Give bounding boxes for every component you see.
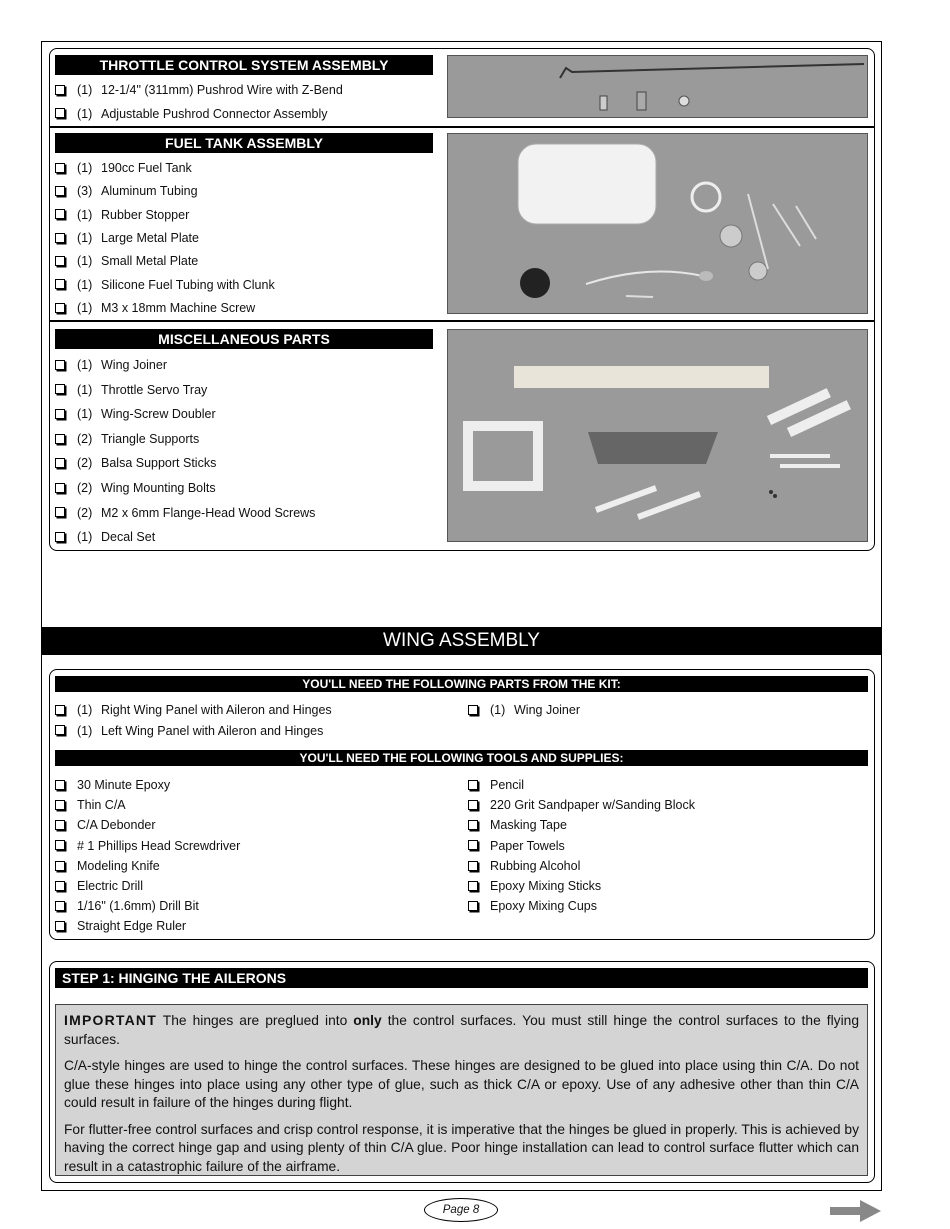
- checkbox[interactable]: [55, 861, 65, 871]
- item-label: Adjustable Pushrod Connector Assembly: [101, 106, 328, 121]
- item-label: # 1 Phillips Head Screwdriver: [77, 838, 241, 853]
- item-label: 12-1/4" (311mm) Pushrod Wire with Z-Bend: [101, 83, 343, 97]
- item-label: Silicone Fuel Tubing with Clunk: [101, 277, 275, 292]
- item-label: Electric Drill: [77, 879, 143, 893]
- parts-list-item: [55, 208, 189, 222]
- throttle-section-title: THROTTLE CONTROL SYSTEM ASSEMBLY: [55, 55, 433, 75]
- item-quantity: (1): [77, 382, 93, 397]
- checkbox[interactable]: [55, 532, 65, 542]
- item-quantity: (1): [490, 703, 506, 717]
- tool-item: [468, 879, 601, 893]
- parts-list-item: [55, 530, 155, 544]
- checkbox[interactable]: [468, 840, 478, 850]
- tool-item: [55, 859, 160, 873]
- item-quantity: (1): [77, 254, 93, 269]
- item-label: Masking Tape: [490, 818, 567, 833]
- misc-parts-photo: [447, 329, 868, 542]
- checkbox[interactable]: [55, 840, 65, 850]
- fuel-tank-parts-photo: [447, 133, 868, 314]
- item-quantity: (1): [77, 407, 93, 422]
- item-label: M3 x 18mm Machine Screw: [101, 300, 256, 315]
- tool-item: [468, 818, 567, 832]
- item-label: Small Metal Plate: [101, 254, 199, 269]
- checkbox[interactable]: [55, 725, 65, 735]
- important-label: IMPORTANT: [64, 1012, 157, 1028]
- item-quantity: (1): [77, 230, 93, 245]
- item-label: Epoxy Mixing Sticks: [490, 879, 602, 893]
- important-paragraph: [64, 1011, 859, 1049]
- item-label: 1/16" (1.6mm) Drill Bit: [77, 899, 199, 914]
- item-label: Wing Joiner: [101, 358, 167, 372]
- item-label: Throttle Servo Tray: [101, 382, 208, 397]
- checkbox[interactable]: [468, 800, 478, 810]
- item-label: Straight Edge Ruler: [77, 919, 187, 934]
- fuel-tank-illustration: [448, 134, 868, 314]
- pushrod-illustration: [448, 56, 868, 118]
- checkbox[interactable]: [55, 507, 65, 517]
- checkbox[interactable]: [55, 186, 65, 196]
- parts-list-item: [55, 161, 192, 175]
- item-quantity: (1): [77, 723, 93, 738]
- item-quantity: (1): [77, 83, 93, 97]
- item-label: Balsa Support Sticks: [101, 456, 217, 471]
- checkbox[interactable]: [468, 820, 478, 830]
- item-quantity: (1): [77, 277, 93, 292]
- important-text-bold: only: [353, 1013, 382, 1028]
- checkbox[interactable]: [55, 360, 65, 370]
- checkbox[interactable]: [55, 233, 65, 243]
- checkbox[interactable]: [468, 881, 478, 891]
- kit-part-item: [55, 724, 323, 738]
- checkbox[interactable]: [55, 434, 65, 444]
- checkbox[interactable]: [55, 705, 65, 715]
- parts-list-item: [55, 83, 343, 97]
- tool-item: [468, 778, 524, 792]
- checkbox[interactable]: [468, 901, 478, 911]
- item-quantity: (1): [77, 358, 93, 372]
- item-quantity: (2): [77, 456, 93, 471]
- parts-list-item: [55, 358, 167, 372]
- checkbox[interactable]: [55, 820, 65, 830]
- item-label: Rubbing Alcohol: [490, 858, 581, 873]
- item-label: Wing-Screw Doubler: [101, 407, 216, 422]
- checkbox[interactable]: [55, 881, 65, 891]
- tool-item: [55, 919, 186, 933]
- item-quantity: (2): [77, 505, 93, 520]
- misc-section-title: MISCELLANEOUS PARTS: [55, 329, 433, 349]
- parts-list-item: [55, 301, 255, 315]
- item-label: Modeling Knife: [77, 858, 160, 873]
- item-label: Paper Towels: [490, 838, 565, 853]
- item-label: Epoxy Mixing Cups: [490, 899, 597, 914]
- item-quantity: (1): [77, 300, 93, 315]
- checkbox[interactable]: [55, 384, 65, 394]
- item-label: Decal Set: [101, 530, 156, 545]
- page-number: Page 8: [424, 1198, 498, 1222]
- checkbox[interactable]: [55, 780, 65, 790]
- tool-item: [55, 818, 156, 832]
- item-label: Left Wing Panel with Aileron and Hinges: [101, 723, 324, 738]
- checkbox[interactable]: [55, 163, 65, 173]
- checkbox[interactable]: [55, 921, 65, 931]
- item-quantity: (1): [77, 530, 93, 545]
- tool-item: [468, 899, 597, 913]
- item-quantity: (2): [77, 481, 93, 495]
- item-label: 30 Minute Epoxy: [77, 778, 171, 792]
- misc-parts-illustration: [448, 330, 868, 542]
- parts-list-item: [55, 231, 199, 245]
- item-quantity: (2): [77, 431, 93, 446]
- tool-item: [468, 859, 580, 873]
- checkbox[interactable]: [55, 303, 65, 313]
- item-label: Thin C/A: [77, 798, 126, 813]
- checkbox[interactable]: [468, 705, 478, 715]
- fuel-tank-section-title: FUEL TANK ASSEMBLY: [55, 133, 433, 153]
- tool-item: [55, 839, 240, 853]
- item-label: Large Metal Plate: [101, 230, 199, 245]
- important-text-a: The hinges are preglued into: [156, 1013, 354, 1028]
- parts-list-item: [55, 254, 198, 268]
- checkbox[interactable]: [55, 483, 65, 493]
- parts-list-item: [55, 506, 315, 520]
- kit-parts-header: YOU'LL NEED THE FOLLOWING PARTS FROM THE KIT:: [55, 676, 868, 692]
- item-label: Wing Joiner: [514, 703, 580, 717]
- section-divider: [50, 320, 874, 322]
- item-label: 220 Grit Sandpaper w/Sanding Block: [490, 798, 695, 813]
- tool-item: [468, 798, 695, 812]
- item-label: 190cc Fuel Tank: [101, 161, 192, 175]
- checkbox[interactable]: [468, 861, 478, 871]
- parts-list-item: [55, 383, 207, 397]
- section-divider: [50, 126, 874, 128]
- step1-note: [55, 1004, 868, 1176]
- parts-list-item: [55, 184, 198, 198]
- parts-list-item: [55, 107, 328, 121]
- kit-part-item: [468, 703, 580, 717]
- item-label: Right Wing Panel with Aileron and Hinges: [101, 703, 332, 717]
- parts-list-item: [55, 456, 216, 470]
- tool-item: [55, 798, 126, 812]
- parts-list-item: [55, 481, 216, 495]
- tool-item: [55, 778, 170, 792]
- tool-item: [55, 879, 143, 893]
- item-label: M2 x 6mm Flange-Head Wood Screws: [101, 505, 316, 520]
- item-quantity: (3): [77, 184, 93, 199]
- tool-item: [468, 839, 565, 853]
- checkbox[interactable]: [55, 458, 65, 468]
- parts-list-item: [55, 278, 275, 292]
- checkbox[interactable]: [55, 279, 65, 289]
- tool-item: [55, 899, 199, 913]
- item-label: Aluminum Tubing: [101, 184, 198, 199]
- flutter-paragraph: For flutter-free control surfaces and crisp control response, it is imperative that the hinges be glued in properly. This is achieved by having the correct hinge gap and using plenty of thin C/A glue. Poor hinge installation can lead to control surface flutter which can result in a catastrophic failure of the airframe.: [64, 1121, 859, 1174]
- step1-title: STEP 1: HINGING THE AILERONS: [55, 968, 868, 988]
- item-quantity: (1): [77, 703, 93, 717]
- next-page-arrow-icon[interactable]: [830, 1199, 882, 1223]
- throttle-parts-photo: [447, 55, 868, 118]
- checkbox[interactable]: [55, 409, 65, 419]
- parts-list-item: [55, 407, 216, 421]
- item-quantity: (1): [77, 161, 93, 175]
- important-text-b: the control surfaces. You must still hinge the control surfaces to the flying surfaces.: [64, 1013, 859, 1047]
- item-quantity: (1): [77, 106, 93, 121]
- parts-list-item: [55, 432, 199, 446]
- item-label: Pencil: [490, 778, 525, 792]
- checkbox[interactable]: [55, 209, 65, 219]
- checkbox[interactable]: [468, 780, 478, 790]
- item-label: Rubber Stopper: [101, 207, 190, 222]
- checkbox[interactable]: [55, 800, 65, 810]
- item-quantity: (1): [77, 207, 93, 222]
- checkbox[interactable]: [55, 85, 65, 95]
- hinge-type-paragraph: C/A-style hinges are used to hinge the control surfaces. These hinges are designed to be glued into place using thin C/A. Do not glue these hinges into place using any other type of glue, such as thick C/A or epoxy. Use of any adhesive other than thin C/A could result in failure of the hinges during flight.: [64, 1058, 859, 1110]
- checkbox[interactable]: [55, 108, 65, 118]
- tools-header: YOU'LL NEED THE FOLLOWING TOOLS AND SUPPLIES:: [55, 750, 868, 766]
- item-label: Triangle Supports: [101, 431, 200, 446]
- kit-part-item: [55, 703, 332, 717]
- item-label: Wing Mounting Bolts: [101, 481, 216, 495]
- item-label: C/A Debonder: [77, 818, 156, 833]
- checkbox[interactable]: [55, 256, 65, 266]
- wing-assembly-banner: WING ASSEMBLY: [41, 627, 882, 655]
- checkbox[interactable]: [55, 901, 65, 911]
